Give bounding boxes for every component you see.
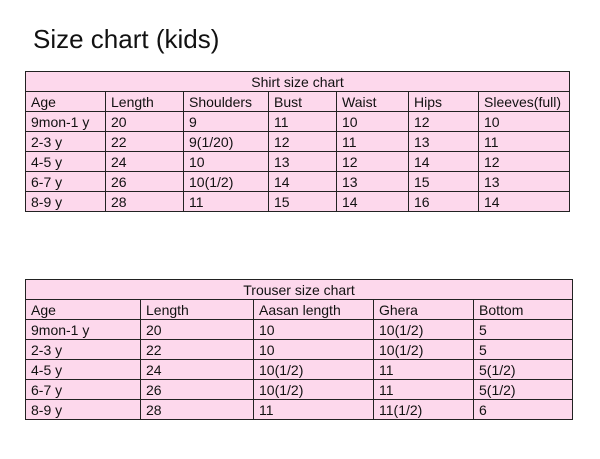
- table-row: [26, 400, 573, 420]
- table-cell: 20: [141, 320, 254, 340]
- table-cell: 6: [474, 400, 573, 420]
- table-cell: 16: [409, 192, 479, 212]
- table-cell: 13: [409, 132, 479, 152]
- table-cell: 13: [269, 152, 337, 172]
- table-cell: 13: [479, 172, 570, 192]
- shirt-table-caption: Shirt size chart: [26, 72, 570, 92]
- shirt-caption-row: [26, 72, 570, 92]
- column-header: Age: [26, 92, 106, 112]
- table-cell: 9(1/20): [184, 132, 269, 152]
- table-cell: 6-7 y: [26, 172, 106, 192]
- column-header: Aasan length: [254, 300, 374, 320]
- table-cell: 2-3 y: [26, 132, 106, 152]
- table-cell: 13: [337, 172, 409, 192]
- table-cell: 4-5 y: [26, 152, 106, 172]
- table-cell: 6-7 y: [26, 380, 141, 400]
- table-row: [26, 380, 573, 400]
- table-cell: 22: [141, 340, 254, 360]
- table-cell: 10(1/2): [254, 360, 374, 380]
- table-cell: 20: [106, 112, 184, 132]
- table-cell: 15: [269, 192, 337, 212]
- table-cell: 26: [106, 172, 184, 192]
- table-cell: 5(1/2): [474, 360, 573, 380]
- table-cell: 9mon-1 y: [26, 112, 106, 132]
- table-cell: 24: [106, 152, 184, 172]
- column-header: Age: [26, 300, 141, 320]
- table-cell: 10: [254, 340, 374, 360]
- trouser-caption-row: [26, 280, 573, 300]
- table-cell: 15: [409, 172, 479, 192]
- table-row: [26, 192, 570, 212]
- table-row: [26, 172, 570, 192]
- shirt-header-row: [26, 92, 570, 112]
- table-cell: 10: [337, 112, 409, 132]
- column-header: Ghera: [374, 300, 474, 320]
- table-cell: 14: [269, 172, 337, 192]
- table-cell: 8-9 y: [26, 400, 141, 420]
- table-cell: 12: [337, 152, 409, 172]
- table-cell: 10(1/2): [184, 172, 269, 192]
- column-header: Shoulders: [184, 92, 269, 112]
- column-header: Sleeves(full): [479, 92, 570, 112]
- table-cell: 9: [184, 112, 269, 132]
- table-cell: 14: [479, 192, 570, 212]
- table-cell: 28: [106, 192, 184, 212]
- table-cell: 4-5 y: [26, 360, 141, 380]
- table-cell: 26: [141, 380, 254, 400]
- table-row: [26, 152, 570, 172]
- table-row: [26, 340, 573, 360]
- table-cell: 11: [337, 132, 409, 152]
- table-cell: 9mon-1 y: [26, 320, 141, 340]
- table-cell: 10: [479, 112, 570, 132]
- trouser-table-caption: Trouser size chart: [26, 280, 573, 300]
- table-cell: 11: [479, 132, 570, 152]
- table-row: [26, 320, 573, 340]
- table-cell: 11: [374, 380, 474, 400]
- table-cell: 8-9 y: [26, 192, 106, 212]
- table-cell: 10(1/2): [374, 320, 474, 340]
- table-cell: 11: [269, 112, 337, 132]
- shirt-size-table: [25, 71, 570, 212]
- table-cell: 12: [269, 132, 337, 152]
- trouser-header-row: [26, 300, 573, 320]
- table-cell: 10(1/2): [254, 380, 374, 400]
- table-cell: 10: [254, 320, 374, 340]
- table-cell: 12: [479, 152, 570, 172]
- column-header: Length: [141, 300, 254, 320]
- table-cell: 5(1/2): [474, 380, 573, 400]
- table-cell: 5: [474, 320, 573, 340]
- table-cell: 12: [409, 112, 479, 132]
- table-row: [26, 132, 570, 152]
- column-header: Length: [106, 92, 184, 112]
- table-cell: 14: [409, 152, 479, 172]
- table-row: [26, 112, 570, 132]
- table-cell: 28: [141, 400, 254, 420]
- column-header: Bust: [269, 92, 337, 112]
- table-cell: 24: [141, 360, 254, 380]
- trouser-size-table: [25, 279, 573, 420]
- table-cell: 2-3 y: [26, 340, 141, 360]
- table-cell: 5: [474, 340, 573, 360]
- table-cell: 10: [184, 152, 269, 172]
- column-header: Waist: [337, 92, 409, 112]
- column-header: Bottom: [474, 300, 573, 320]
- table-cell: 11(1/2): [374, 400, 474, 420]
- table-cell: 10(1/2): [374, 340, 474, 360]
- page-title: Size chart (kids): [33, 24, 220, 54]
- column-header: Hips: [409, 92, 479, 112]
- table-cell: 11: [254, 400, 374, 420]
- table-cell: 11: [184, 192, 269, 212]
- table-cell: 14: [337, 192, 409, 212]
- table-cell: 22: [106, 132, 184, 152]
- table-row: [26, 360, 573, 380]
- table-cell: 11: [374, 360, 474, 380]
